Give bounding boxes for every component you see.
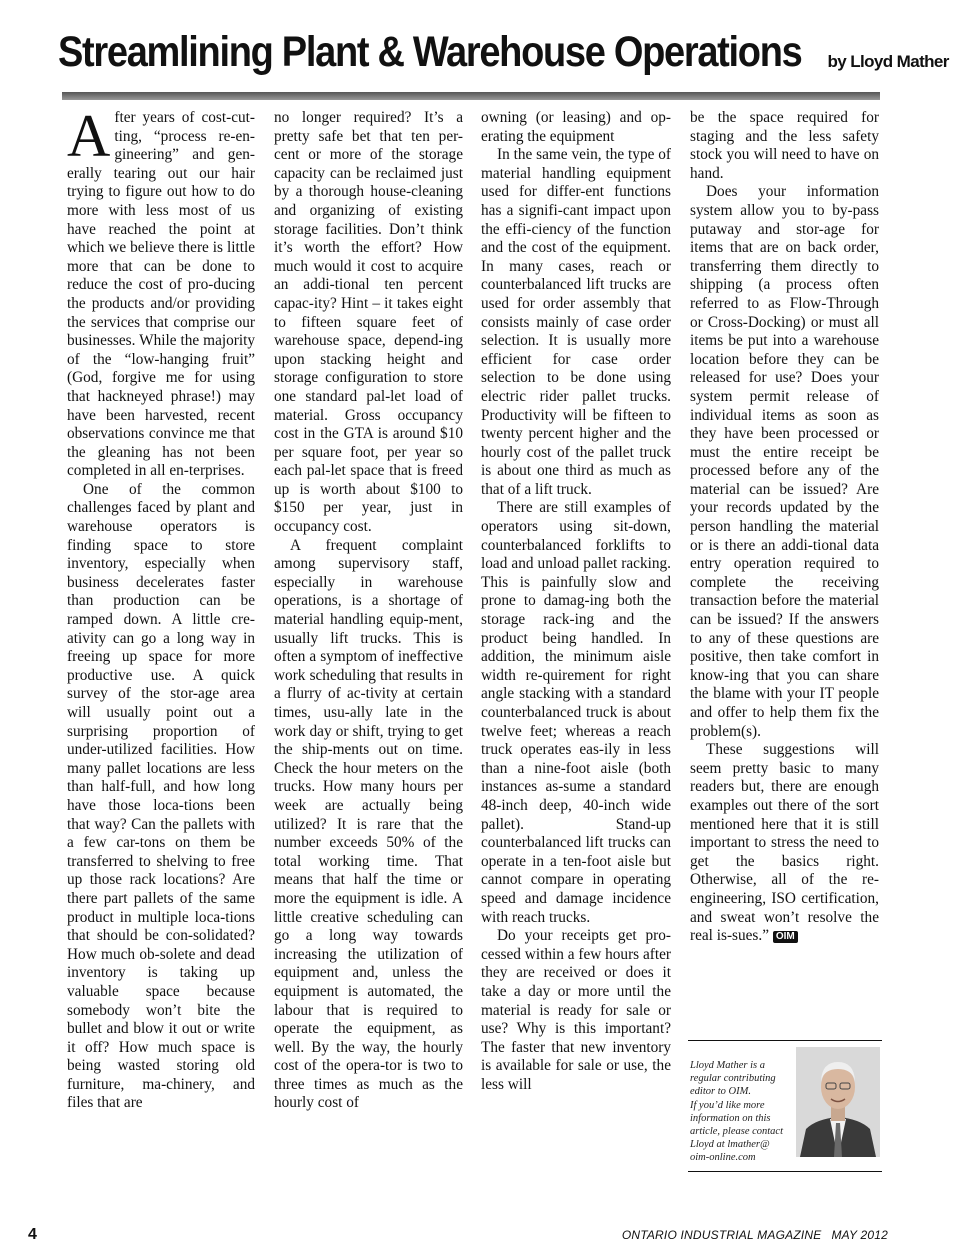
issue-date: MAY 2012 — [831, 1228, 888, 1242]
paragraph: no longer required? It’s a pretty safe bet that ten per-cent or more of the storage capacity can be reclaimed just by a thorough house-cleaning and organizing of existing storage facilities. Don’t think it’s worth the effort? How much would it cost to acquire an addi-tional ten percent capac-ity? Hint – it takes eight to fifteen square feet of warehouse space, depend-ing upon stacking height and storage configuration to store one standard pal-let load of material. Gross occupancy cost in the GTA is around $10 per square foot, per year so each pal-let space that is freed up is worth about $100 to $150 per year, just in occupancy cost. — [274, 109, 463, 536]
paragraph — [67, 109, 255, 481]
paragraph-text: fter years of cost-cut-ting, “process re-en-gineering” and gen-erally tearing out our hair trying to figure out how to do more with less most of us have reached the point at which we believe there is little more that can be done to reduce the cost of pro-ducing the products and/or providing the services that comprise our businesses. While the majority of the “low-hanging fruit” (God, forgive me for using that hackneyed phrase!) may have been harvested, recent observations convince me that the gleaning has not been completed in all en-terprises. — [67, 109, 255, 480]
column-4 — [690, 109, 879, 1029]
article-title: Streamlining Plant & Warehouse Operations — [58, 28, 802, 76]
column-2 — [274, 109, 463, 1189]
bio-line: Lloyd Mather is a regular contributing editor to OIM. — [690, 1060, 776, 1097]
column-3 — [481, 109, 671, 1189]
paragraph: Do your receipts get pro-cessed within a few hours after they are received or does it take a day or more until the material is ready for sale or use? Why is this important? The faster that new inventory is available for sale or use, the less will — [481, 927, 671, 1093]
drop-cap: A — [67, 109, 111, 169]
paragraph-text: These suggestions will seem pretty basic to many readers but, there are enough examples out there of the sort mentioned here that it is still important to stress the need to get the basics right. Otherwise, all of the re-engineering, ISO certification, and sweat won’t resolve the real is-sues.” — [690, 741, 879, 945]
column-1 — [67, 109, 255, 1189]
byline: by Lloyd Mather — [827, 52, 949, 71]
page-number: 4 — [28, 1226, 37, 1243]
author-portrait — [796, 1047, 880, 1157]
paragraph: owning (or leasing) and op-erating the equipment — [481, 109, 671, 145]
footer-publication — [612, 1228, 888, 1242]
article-header — [58, 28, 949, 90]
title-rule — [62, 92, 880, 100]
oim-end-mark: OIM — [773, 931, 798, 943]
paragraph: In the same vein, the type of material handling equipment used for differ-ent functions has a signifi-cant impact upon the effi-ciency of the function and the cost of the equipment. In many cases, reach or counterbalanced lift trucks are used for order assembly that consists mainly of case order selection. It is usually more efficient for case order selection to be done using electric rider pallet trucks. Productivity will be fifteen to twenty percent higher and the hourly cost of the pallet truck is about one third as much as that of a lift truck. — [481, 146, 671, 498]
paragraph: be the space required for staging and the less safety stock you will need to have on hand. — [690, 109, 879, 182]
paragraph: A frequent complaint among supervisory staff, especially in warehouse operations, is a shortage of material handling equip-ment, usually lift trucks. This is often a symptom of ineffective work scheduling that results in a flurry of ac-tivity at certain times, usu-ally late in the work day or shift, trying to get the ship-ments out on time. Check the hour meters on the trucks. How many hours per week are actually being utilized? It is rare that the number exceeds 50% of the total working time. That means that half the time or more the equipment is idle. A little creative scheduling can go a long way towards increasing the utilization of equipment and, unless the equipment is automated, the labour that is required to operate the equipment, as well. By the way, the hourly cost of the opera-tor is two to three times as much as the hourly cost of — [274, 536, 463, 1112]
bio-line: If you’d like more information on this article, please contact Lloyd at lmather@ oim-online.com — [690, 1100, 784, 1163]
magazine-name: ONTARIO INDUSTRIAL MAGAZINE — [621, 1228, 822, 1242]
author-bio — [690, 1059, 790, 1165]
paragraph: There are still examples of operators using sit-down, counterbalanced forklifts to load and unload pallet racking. This is painfully slow and prone to damag-ing both the storage rack-ing and the product being handled. In addition, the minimum aisle width re-quirement for right angle stacking with a standard counterbalanced truck is about twelve feet; whereas a reach truck operates eas-ily in less than a nine-foot aisle (both instances as-sume a standard 48-inch deep, 40-inch wide pallet). Stand-up counterbalanced lift trucks can operate in a ten-foot aisle but cannot compare in operating speed and damage incidence with reach trucks. — [481, 499, 671, 926]
portrait-icon — [796, 1047, 880, 1157]
paragraph — [690, 741, 879, 946]
paragraph: One of the common challenges faced by plant and warehouse operators is finding space to store inventory, especially when business decelerates faster than production can be ramped down. A little cre-ativity can go a long way in freeing up space for more productive use. A quick survey of the stor-age area will usually point out a surprising proportion of under-utilized facilities. How many pallet locations are less than half-full, and how long have those loca-tions been that way? Can the pallets with a few car-tons on them be transferred to shelving to free up those rack locations? Are there part pallets of the same product in multiple loca-tions that should be con-solidated? How much ob-solete and dead inventory is taking up valuable space because somebody won’t bite the bullet and blow it out or write it off? How much space is being wasted storing old furniture, ma-chinery, and files that are — [67, 480, 255, 1112]
author-bio-box — [688, 1040, 882, 1172]
paragraph: Does your information system allow you to by-pass putaway and stor-age for items that are on back order, transferring them directly to shipping (a process often referred to as Flow-Through or Cross-Docking) or must all items be put into a warehouse location before they can be released for use? Does your system permit release of individual items as soon as they have been processed or must the entire receipt be processed before any of the material can be issued? Are your records updated by the person handling the material or is there an addi-tional data entry operation required to complete the receiving transaction before the material can be issued? If the answers to any of these questions are positive, then take comfort in know-ing that you can share the blame with your IT people and offer to help them fix the problem(s). — [690, 183, 879, 740]
